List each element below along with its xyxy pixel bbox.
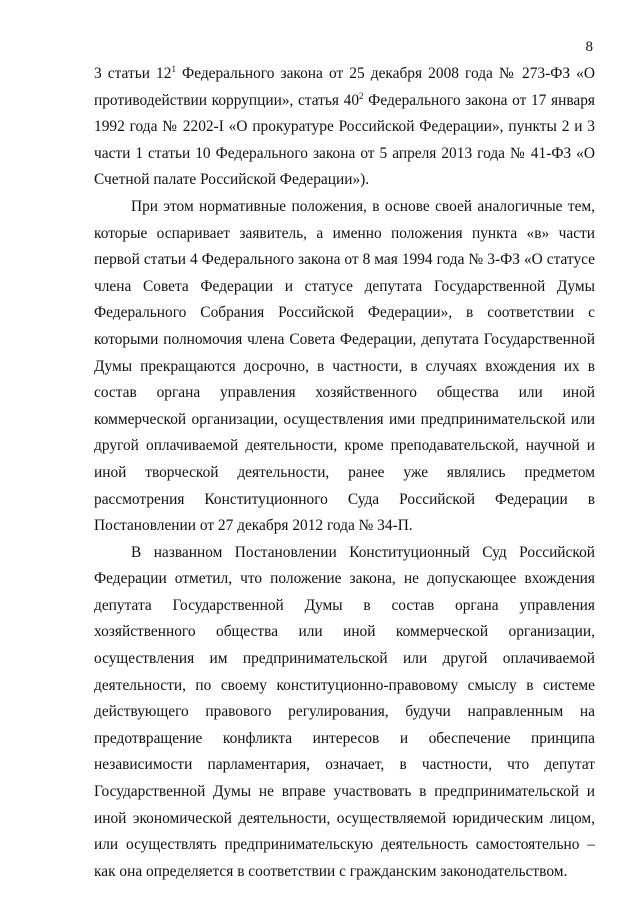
text-segment: Федерального закона от 17 января 1992 года № 2202-I «О прокуратуре Российской Федерации», пункты 2 и 3 части 1 статьи 10 Федерального закона от 5 апреля 2013 года № 41-ФЗ «О Счетной палате Российской Федерации»). <box>94 91 595 189</box>
page-number: 8 <box>585 39 593 55</box>
paragraph-continuation <box>94 61 595 194</box>
text-segment: Федерального закона от 25 декабря 2008 года № 273-ФЗ «О противодействии коррупции», статья 40 <box>94 65 595 109</box>
paragraph-court-ruling: В названном Постановлении Конституционный Суд Российской Федерации отметил, что положение закона, не допускающее вхождения депутата Государственной Думы в состав органа управления хозяйственного общества или иной коммерческой организации, осуществления им предпринимательской или другой оплачиваемой деятельности, по своему конституционно-правовому смыслу в системе действующего правового регулирования, будучи направленным на предотвращение конфликта интересов и обеспечение принципа независимости парламентария, означает, в частности, что депутат Государственной Думы не вправе участвовать в предпринимательской и иной экономической деятельности, осуществляемой юридическим лицом, или осуществлять предпринимательскую деятельность самостоятельно – как она определяется в соответствии с гражданским законодательством. <box>94 543 595 880</box>
superscript-article-12: 1 <box>171 64 176 74</box>
text-segment: 3 статьи 12 <box>94 65 172 82</box>
superscript-article-40: 2 <box>359 90 364 101</box>
paragraph-normative-provisions: При этом нормативные положения, в основе своей аналогичные тем, которые оспаривает заявитель, а именно положения пункта «в» части первой статьи 4 Федерального закона от 8 мая 1994 года № 3-ФЗ «О статусе члена Совета Федерации и статусе депутата Государственной Думы Федерального Собрания Российской Федерации», в соответствии с которыми полномочия члена Совета Федерации, депутата Государственной Думы прекращаются досрочно, в частности, в случаях вхождения их в состав органа управления хозяйственного общества или иной коммерческой организации, осуществления ими предпринимательской или другой оплачиваемой деятельности, кроме преподавательской, научной и иной творческой деятельности, ранее уже являлись предметом рассмотрения Конституционного Суда Российской Федерации в Постановлении от 27 декабря 2012 года № 34-П. <box>94 197 595 535</box>
document-body <box>94 61 595 885</box>
